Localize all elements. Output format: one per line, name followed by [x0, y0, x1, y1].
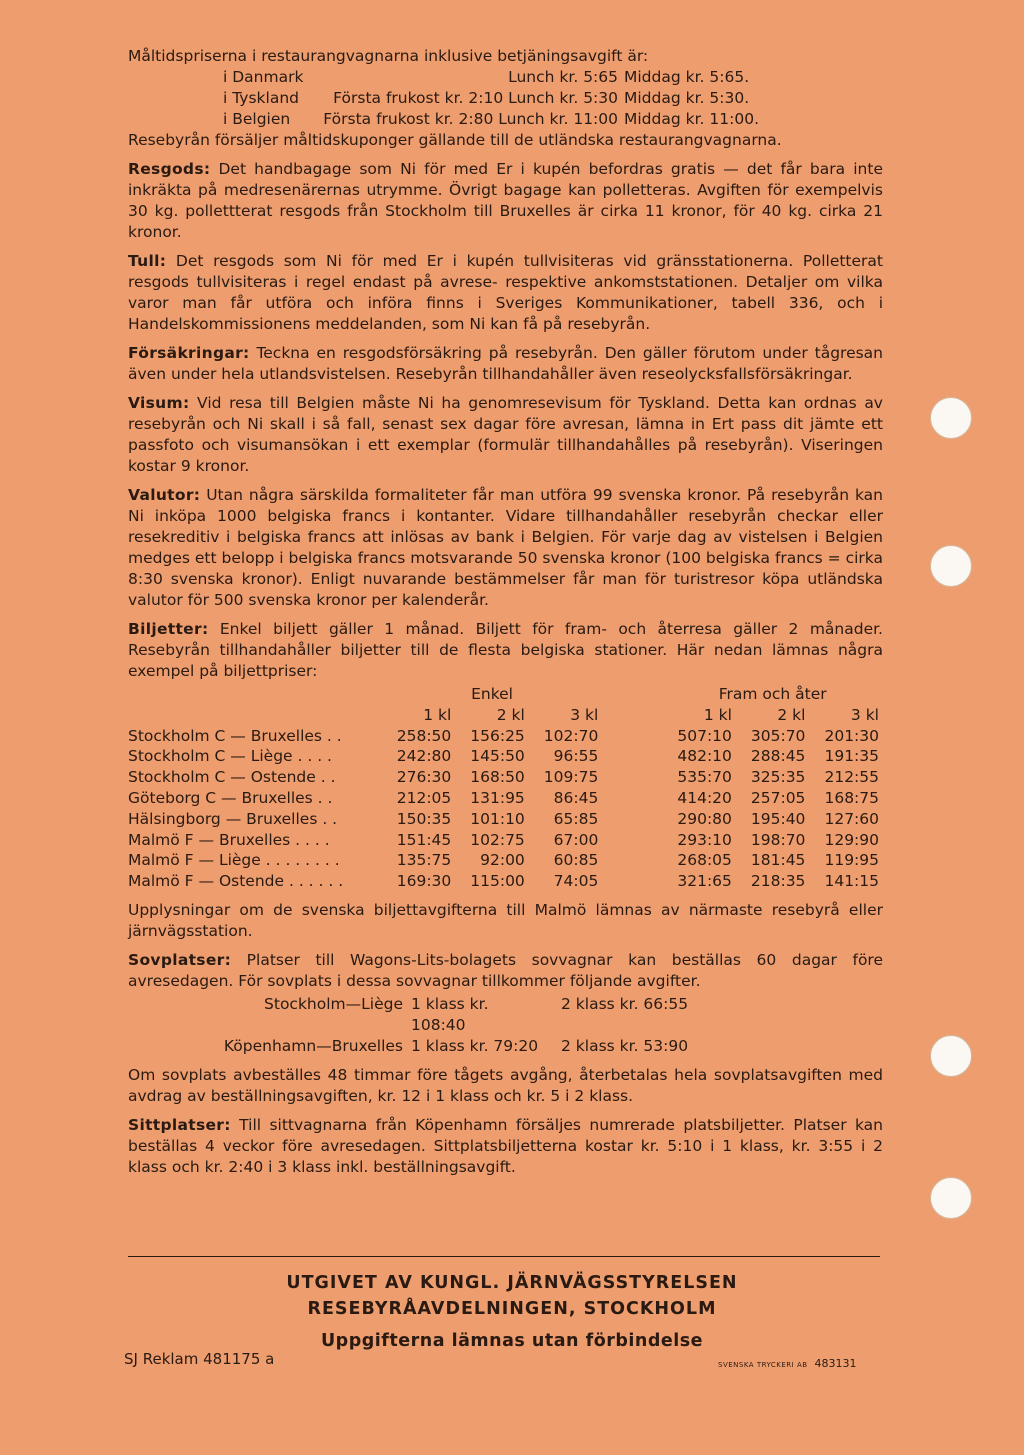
sovplatser-note: Om sovplats avbeställes 48 timmar före tågets avgång, återbetalas hela sovplatsavgiften med avdrag av beställningsavgiften, kr. 12 i 1 klass och kr. 5 i 2 klass. [128, 1065, 883, 1105]
meal-row: i Belgien Första frukost kr. 2:80 Lunch kr. 11:00 Middag kr. 11:00. [223, 110, 759, 128]
section-heading: Sovplatser: [128, 950, 232, 969]
section-visum: Visum: Vid resa till Belgien måste Ni ha genomresevisum för Tyskland. Detta kan ordnas av resebyrån och Ni skall i så fall, senast sex dagar före avresan, lämna in Ert pass dit jämte ett passfoto och visumansökan i ett exemplar (formulär tillhandahålles på resebyrån). Viseringen kostar 9 kronor. [128, 394, 883, 475]
table-row: Malmö F — Liège . . . . . . . . 135:75 92:00 60:85 268:05 181:45 119:95 [128, 851, 879, 870]
publisher-line-1: UTGIVET AV KUNGL. JÄRNVÄGSSTYRELSEN [286, 1273, 738, 1293]
punch-hole [930, 545, 972, 587]
punch-hole [930, 397, 972, 439]
group-header-single: Enkel [471, 685, 513, 703]
footer-reference: SJ Reklam 481175 a [124, 1350, 275, 1368]
section-heading: Valutor: [128, 486, 201, 504]
table-row: Stockholm C — Liège . . . . 242:80 145:50 96:55 482:10 288:45 191:35 [128, 747, 879, 766]
table-row: Stockholm C — Ostende . . 276:30 168:50 109:75 535:70 325:35 212:55 [128, 768, 879, 787]
table-row: Göteborg C — Bruxelles . . 212:05 131:95 86:45 414:20 257:05 168:75 [128, 788, 879, 807]
meal-row: i Tyskland Första frukost kr. 2:10 Lunch kr. 5:30 Middag kr. 5:30. [223, 89, 750, 107]
punch-hole [930, 1177, 972, 1219]
divider [128, 1256, 880, 1257]
berth-row: Stockholm—Liège 1 klass kr. 108:40 2 klass kr. 66:55 [264, 994, 689, 1034]
table-row: Malmö F — Bruxelles . . . . 151:45 102:75 67:00 293:10 198:70 129:90 [128, 830, 879, 849]
section-heading: Resgods: [128, 160, 211, 178]
meals-intro: Måltidspriserna i restaurangvagnarna inklusive betjäningsavgift är: [128, 47, 649, 65]
section-biljetter: Biljetter: Enkel biljett gäller 1 månad. Biljett för fram- och återresa gäller 2 månader. Resebyrån tillhandahåller biljetter till de flesta belgiska stationer. Här nedan lämnas några exempel på biljettpriser: [128, 620, 883, 680]
table-row: Malmö F — Ostende . . . . . . 169:30 115:00 74:05 321:65 218:35 141:15 [128, 872, 879, 891]
berth-row: Köpenhamn—Bruxelles 1 klass kr. 79:20 2 klass kr. 53:90 [223, 1036, 689, 1055]
table-row: Hälsingborg — Bruxelles . . 150:35 101:10 65:85 290:80 195:40 127:60 [128, 809, 879, 828]
section-heading: Visum: [128, 394, 190, 412]
section-resgods: Resgods: Det handbagage som Ni för med Er i kupén befordras gratis — det får bara inte inkräkta på medresenärernas utrymme. Övrigt bagage kan polletteras. Avgiften för exempelvis 30 kg. pollettterat resgods från Stockholm till Bruxelles är cirka 11 kronor, för 40 kg. cirka 21 kronor. [128, 160, 883, 241]
publisher-line-2: RESEBYRÅAVDELNINGEN, STOCKHOLM [307, 1299, 717, 1319]
meals-note: Resebyrån försäljer måltidskuponger gällande till de utländska restaurangvagnarna. [128, 131, 782, 149]
section-sittplatser: Sittplatser: Till sittvagnarna från Köpenhamn försäljes numrerade platsbiljetter. Platser kan beställas 4 veckor före avresedagen. Sittplatsbiljetterna kostar kr. 5:10 i 1 klass, kr. 3:55 i 2 klass och kr. 2:40 i 3 klass inkl. beställningsavgift. [128, 1115, 883, 1176]
footer-printer: SVENSKA TRYCKERI AB 483131 [718, 1357, 857, 1370]
section-valutor: Valutor: Utan några särskilda formaliteter får man utföra 99 svenska kronor. På resebyrån kan Ni inköpa 1000 belgiska francs i kontanter. Vidare tillhandahåller resebyrån checkar eller resekreditiv i belgiska francs att inlösas av bank i Belgien. För varje dag av vistelsen i Belgien medges ett belopp i belgiska francs motsvarande 50 svenska kronor (100 belgiska francs = cirka 8:30 svenska kronor). Enligt nuvarande bestämmelser får man för turistresor köpa utländska valutor för 500 svenska kronor per kalenderår. [128, 486, 883, 609]
section-heading: Tull: [128, 252, 167, 270]
section-heading: Biljetter: [128, 620, 209, 638]
table-group-header [128, 684, 883, 705]
section-heading: Försäkringar: [128, 344, 250, 362]
meal-row: i Danmark Lunch kr. 5:65 Middag kr. 5:65. [223, 68, 750, 86]
document-body [128, 46, 883, 1178]
punch-hole [930, 1035, 972, 1077]
ticket-price-table [128, 684, 883, 892]
table-class-header: 1 kl 2 kl 3 kl 1 kl 2 kl 3 kl [423, 705, 879, 724]
table-row: Stockholm C — Bruxelles . . 258:50 156:25 102:70 507:10 305:70 201:30 [128, 726, 879, 745]
meal-prices [223, 67, 883, 130]
group-header-return: Fram och åter [718, 685, 827, 703]
biljetter-note: Upplysningar om de svenska biljettavgifterna till Malmö lämnas av närmaste resebyrå eller järnvägsstation. [128, 900, 883, 940]
section-tull: Tull: Det resgods som Ni för med Er i kupén tullvisiteras vid gränsstationerna. Polletterat resgods tullvisiteras i regel endast på avrese- respektive ankomststationen. Detaljer om vilka varor man får utföra och införa finns i Sveriges Kommunikationer, tabell 336, och i Handelskommissionens meddelanden, som Ni kan få på resebyrån. [128, 252, 883, 333]
berth-prices [203, 994, 883, 1057]
publisher-disclaimer: Uppgifterna lämnas utan förbindelse [320, 1331, 704, 1351]
section-sovplatser: Sovplatser: Platser till Wagons-Lits-bolagets sovvagnar kan beställas 60 dagar före avresedagen. För sovplats i dessa sovvagnar tillkommer följande avgifter. [128, 950, 883, 990]
section-heading: Sittplatser: [128, 1115, 231, 1134]
section-forsakringar: Försäkringar: Teckna en resgodsförsäkring på resebyrån. Den gäller förutom under tågresan även under hela utlandsvistelsen. Resebyrån tillhandahåller även reseolycksfallsförsäkringar. [128, 344, 883, 383]
